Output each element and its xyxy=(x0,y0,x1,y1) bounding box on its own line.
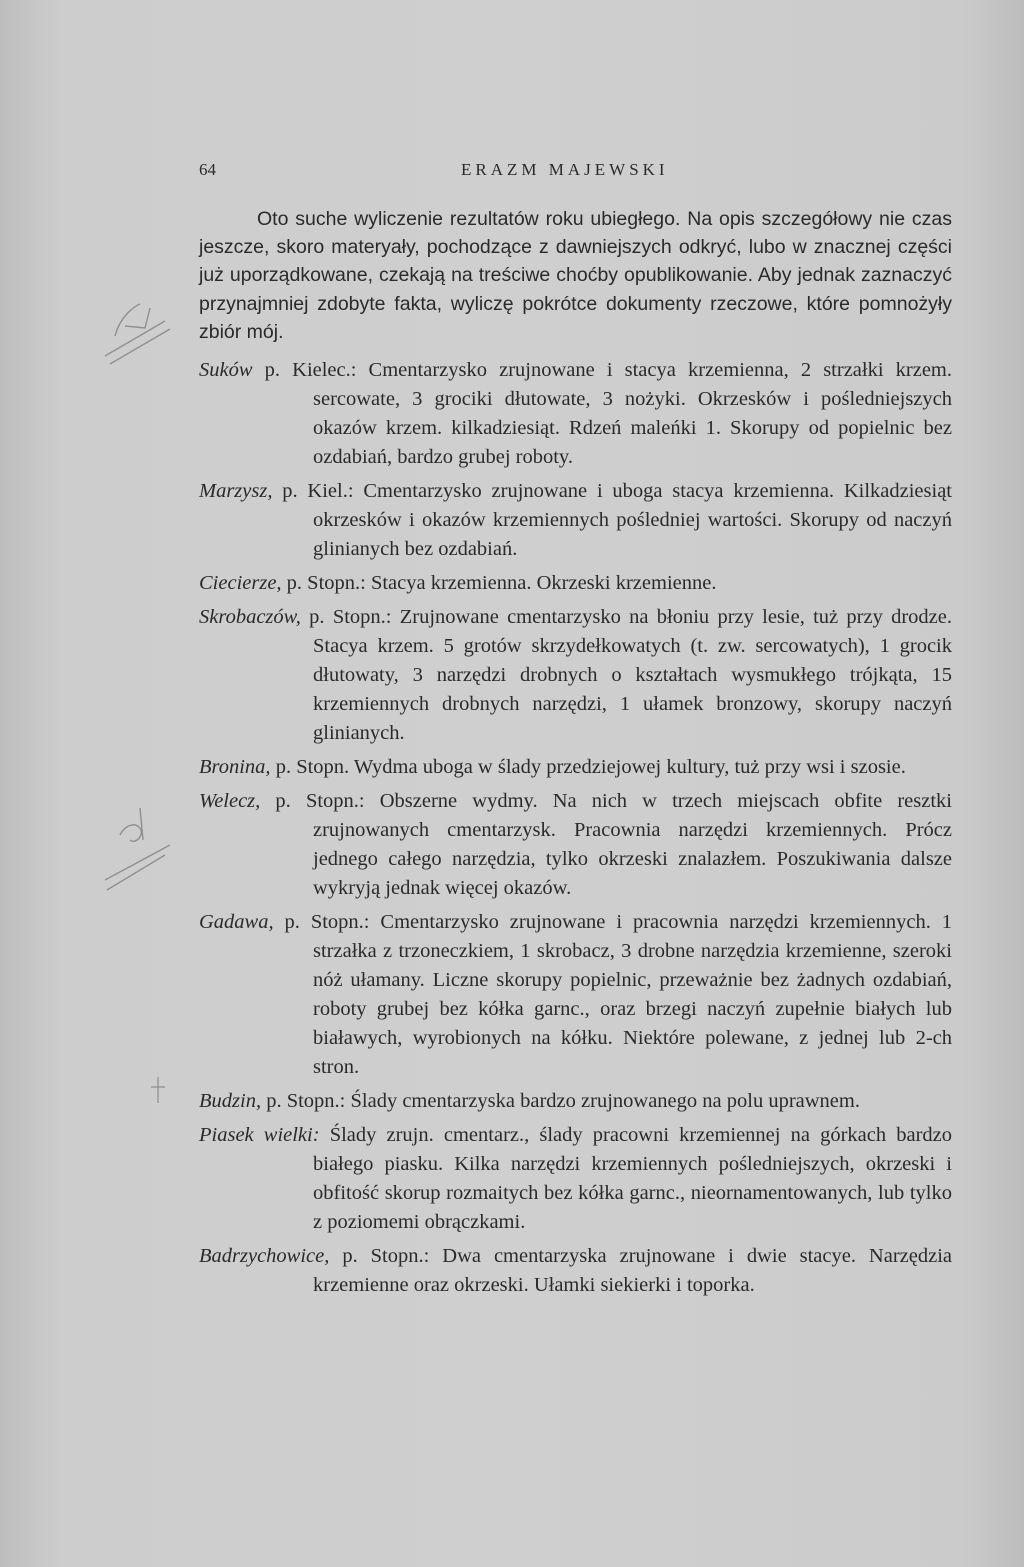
intro-paragraph: Oto suche wyliczenie rezultatów roku ubiegłego. Na opis szczegółowy nie czas jeszcze, skoro materyały, pochodzące z dawniejszych odkryć, lubo w znacznej części już uporządkowane, czekają na treściwe choćby opublikowanie. Aby jednak zaznaczyć przynajmniej zdobyte fakta, wyliczę pokrótce dokumenty rzeczowe, które pomnożyły zbiór mój. xyxy=(199,208,952,343)
site-description: p. Stopn.: Obszerne wydmy. Na nich w trzech miejscach obfite resztki zrujnowanych cmentarzysk. Pracownia narzędzi krzemiennych. Prócz jednego całego narzędzia, tylko okrzeski znalazłem. Poszukiwania dalsze wykryją jednak więcej okazów. xyxy=(260,790,952,899)
list-item xyxy=(199,603,952,748)
list-item xyxy=(199,356,952,472)
site-description: p. Kielec.: Cmentarzysko zrujnowane i stacya krzemienna, 2 strzałki krzem. sercowate, 3 grociki dłutowate, 3 nożyki. Okrzesków i pośledniejszych okazów krzem. kilkadziesiąt. Rdzeń maleńki 1. Skorupy od popielnic bez ozdabiań, bardzo grubej roboty. xyxy=(252,359,952,468)
site-description: p. Stopn. Wydma uboga w ślady przedziejowej kultury, tuż przy wsi i szosie. xyxy=(270,756,906,778)
site-name: Gadawa, xyxy=(199,911,274,933)
site-list xyxy=(199,356,952,1305)
pencil-annotation-mark xyxy=(148,1075,168,1105)
list-item xyxy=(199,908,952,1082)
list-item xyxy=(199,787,952,903)
site-name: Badrzychowice, xyxy=(199,1245,330,1267)
site-name: Budzin, xyxy=(199,1090,262,1112)
running-head: ERAZM MAJEWSKI xyxy=(461,160,669,179)
list-item xyxy=(199,569,952,598)
site-name: Marzysz, xyxy=(199,480,273,502)
list-item xyxy=(199,1087,952,1116)
site-name: Ciecierze, xyxy=(199,572,282,594)
site-name: Welecz, xyxy=(199,790,261,812)
site-name: Skrobaczów, xyxy=(199,606,301,628)
page-number: 64 xyxy=(199,160,216,179)
site-name: Piasek wielki: xyxy=(199,1124,320,1146)
pencil-annotation-mark xyxy=(95,296,185,366)
site-description: p. Stopn.: Ślady cmentarzyska bardzo zrujnowanego na polu uprawnem. xyxy=(261,1090,860,1112)
page-header xyxy=(199,160,952,182)
site-description: p. Kiel.: Cmentarzysko zrujnowane i uboga stacya krzemienna. Kilkadziesiąt okrzesków i okazów krzemiennych pośledniej wartości. Skorupy od naczyń glinianych bez ozdabiań. xyxy=(272,480,952,560)
list-item xyxy=(199,1121,952,1237)
site-name: Suków xyxy=(199,359,253,381)
site-name: Bronina, xyxy=(199,756,271,778)
site-description: Ślady zrujn. cmentarz., ślady pracowni krzemiennej na górkach bardzo białego piasku. Kilka narzędzi krzemiennych pośledniejszych, okrzeski i obfitość skorup rozmaitych bez kółka garnc., nieornamentowanych, lub tylko z poziomemi obrączkami. xyxy=(313,1124,952,1233)
site-description: p. Stopn.: Stacya krzemienna. Okrzeski krzemienne. xyxy=(281,572,717,594)
site-description: p. Stopn.: Zrujnowane cmentarzysko na błoniu przy lesie, tuż przy drodze. Stacya krzem. 5 grotów skrzydełkowatych (t. zw. sercowatych), 1 grocik dłutowaty, 3 narzędzi drobnych o kształtach wysmukłego trójkąta, 15 krzemiennych drobnych narzędzi, 1 ułamek bronzowy, skorupy naczyń glinianych. xyxy=(300,606,952,744)
site-description: p. Stopn.: Cmentarzysko zrujnowane i pracownia narzędzi krzemiennych. 1 strzałka z trzoneczkiem, 1 skrobacz, 3 drobne narzędzia krzemienne, szeroki nóż ułamany. Liczne skorupy popielnic, przeważnie bez żadnych ozdabiań, roboty grubej bez kółka garnc., oraz brzegi naczyń zupełnie białych lub białawych, wyrobionych na kółku. Niektóre polewane, z jednej lub 2-ch stron. xyxy=(273,911,952,1078)
pencil-annotation-mark xyxy=(95,800,185,895)
list-item xyxy=(199,477,952,564)
site-description: p. Stopn.: Dwa cmentarzyska zrujnowane i dwie stacye. Narzędzia krzemienne oraz okrzeski. Ułamki siekierki i toporka. xyxy=(313,1245,952,1296)
list-item xyxy=(199,753,952,782)
list-item xyxy=(199,1242,952,1300)
